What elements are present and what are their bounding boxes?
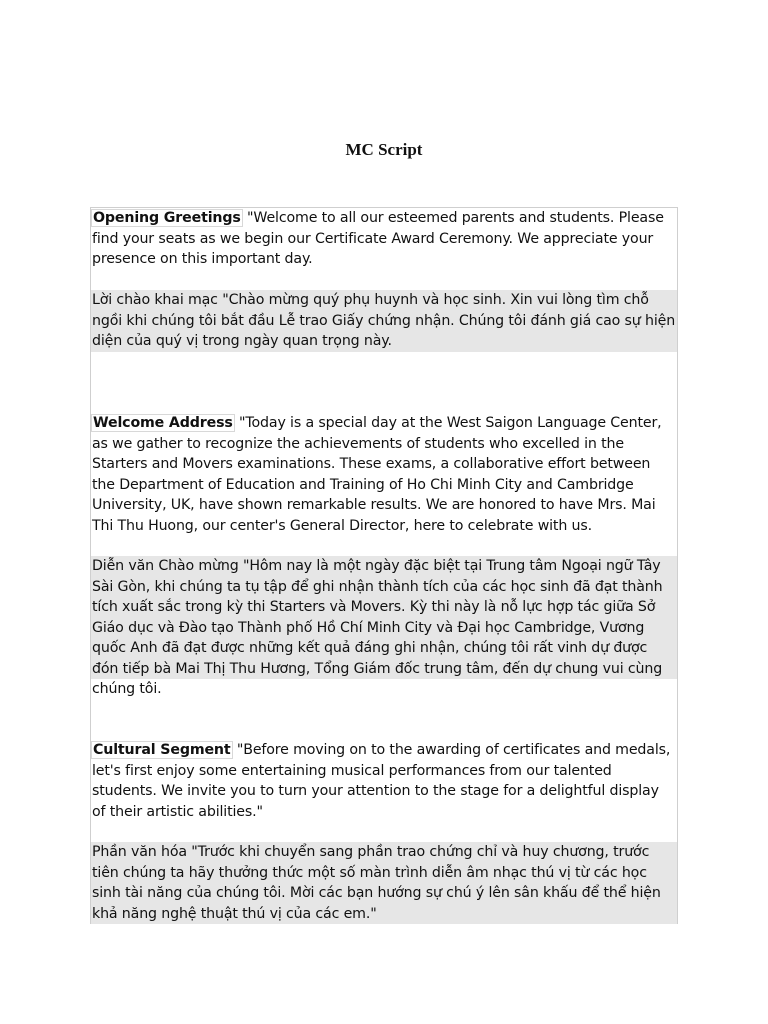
section-vietnamese-text: Lời chào khai mạc "Chào mừng quý phụ huynh và học sinh. Xin vui lòng tìm chỗ ngồi khi chúng tôi bắt đầu Lễ trao Giấy chứng nhận. Chúng tôi đánh giá cao sự hiện diện của quý vị trong ngày quan trọng này. [92, 292, 676, 349]
section-vietnamese-text: Diễn văn Chào mừng "Hôm nay là một ngày đặc biệt tại Trung tâm Ngoại ngữ Tây Sài Gòn, khi chúng ta tụ tập để ghi nhận thành tích của các học sinh đã đạt thành tích xuất sắc trong kỳ thi Starters và Movers. Kỳ thi này là nỗ lực hợp tác giữa Sở Giáo dục và Đào tạo Thành phố Hồ Chí Minh City và Đại học Cambridge, Vương quốc Anh đã đạt được những kết quả đáng ghi nhận, chúng tôi rất vinh dự được đón tiếp bà Mai Thị Thu Hương, Tổng Giám đốc trung tâm, đến dự chung vui cùng chúng tôi. [92, 558, 663, 697]
section-heading: Welcome Address [93, 415, 233, 431]
section-cultural-segment-english [91, 740, 677, 842]
section-spacer [91, 352, 677, 413]
section-opening-greetings-vietnamese [91, 290, 677, 352]
section-cultural-segment-vietnamese [91, 842, 677, 924]
section-english-text: "Before moving on to the awarding of certificates and medals, let's first enjoy some entertaining musical performances from our talented students. We invite you to turn your attention to the stage for a delightful display of their artistic abilities." [92, 742, 671, 820]
section-english-text: "Today is a special day at the West Saigon Language Center, as we gather to recognize the achievements of students who excelled in the Starters and Movers examinations. These exams, a collaborative effort between the Department of Education and Training of Ho Chi Minh City and Cambridge University, UK, have shown remarkable results. We are honored to have Mrs. Mai Thi Thu Huong, our center's General Director, here to celebrate with us. [92, 415, 662, 534]
script-table [90, 207, 678, 924]
section-welcome-address-english [91, 413, 677, 556]
section-opening-greetings-english [91, 208, 677, 290]
section-spacer [91, 679, 677, 740]
section-vietnamese-text: Phần văn hóa "Trước khi chuyển sang phần trao chứng chỉ và huy chương, trước tiên chúng ta hãy thưởng thức một số màn trình diễn âm nhạc thú vị từ các học sinh tài năng của chúng tôi. Mời các bạn hướng sự chú ý lên sân khấu để thể hiện khả năng nghệ thuật thú vị của các em." [92, 844, 661, 922]
page-title: MC Script [345, 140, 423, 159]
section-heading: Opening Greetings [93, 210, 241, 226]
section-heading: Cultural Segment [93, 742, 231, 758]
section-english-text: "Welcome to all our esteemed parents and students. Please find your seats as we begin our Certificate Award Ceremony. We appreciate your presence on this important day. [92, 210, 664, 267]
section-welcome-address-vietnamese [91, 556, 677, 697]
